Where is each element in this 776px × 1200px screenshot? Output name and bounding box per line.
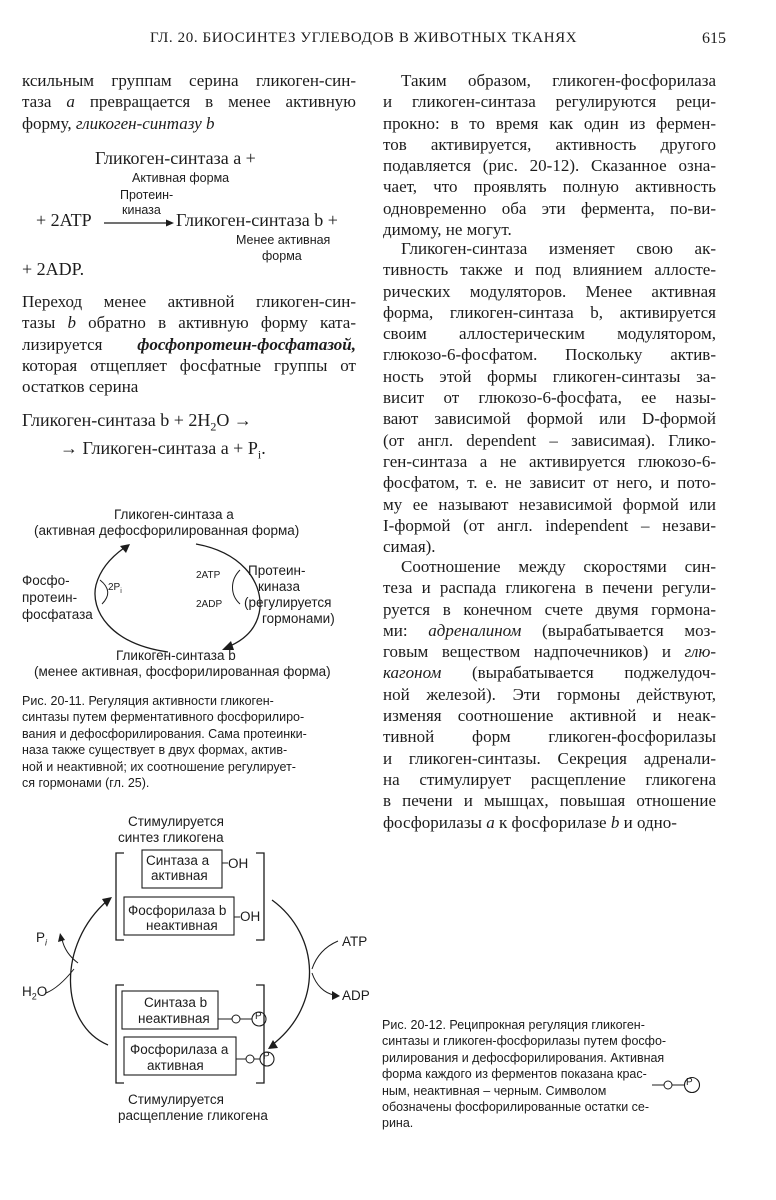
text-line: чает, что проявлять полную активность (383, 177, 716, 197)
caption-line: Рис. 20-12. Реципрокная регуляция гликоген- (382, 1018, 645, 1032)
text-line: на стимулирует расщепление гликогена (383, 769, 716, 789)
text-line: говым веществом надпочечников) и глю- (383, 642, 716, 662)
fig11-right-label-3: (регулируется (244, 595, 332, 610)
fig12-box2-line1: Фосфорилаза b (128, 903, 227, 918)
text-line: ми: адреналином (вырабатывается моз- (383, 620, 716, 640)
left-paragraph-2 (22, 291, 356, 397)
text-line: тивной форм гликоген-фосфорилазы (383, 727, 716, 747)
caption-line: синтазы и гликоген-фосфорилазы путем фосфо- (382, 1034, 667, 1049)
equation-1-sublabel: Активная форма (132, 171, 230, 185)
caption-line: форма каждого из ферментов показана крас- (382, 1067, 647, 1082)
text-line: подавляется (рис. 20-12). Сказанное озна- (383, 156, 716, 176)
caption-phosphate-p: P (686, 1077, 693, 1088)
fig12-box3-line2: неактивная (138, 1011, 210, 1026)
fig12-pi-label: $P_i$ (36, 930, 48, 948)
text-line: I-формой (от англ. independent – незави- (383, 515, 716, 535)
fig11-caption (22, 693, 307, 791)
fig12-h2o-label: $H_2O$ (22, 984, 48, 1002)
fig12-bottom-label-1: Стимулируется (128, 1092, 224, 1107)
fig12-box4-line1: Фосфорилаза a (130, 1042, 229, 1057)
text-line: тазы b обратно в активную форму ката- (22, 313, 356, 333)
fig11-right-label-2: киназа (258, 579, 300, 594)
caption-line: ной и неактивной; их соотношение регулирует- (22, 759, 296, 774)
text-line: одновременно оба эти фермента, по-ви- (383, 198, 716, 218)
caption-phosphate-symbol (652, 1076, 712, 1094)
fig11-adp: 2ADP (196, 599, 223, 610)
equation-2-line-1: Гликоген-синтаза $b + 2H_2O$ → (22, 410, 252, 434)
text-line: прокно: в то время как один из фермен- (383, 113, 716, 133)
caption-line: рина. (382, 1116, 414, 1131)
text-line: изменяя соотношение активной и неак- (383, 706, 716, 726)
fig12-bottom-label-2: расщепление гликогена (118, 1108, 268, 1123)
right-paragraph-2 (383, 238, 716, 557)
equation-1-enzyme-2: киназа (122, 203, 161, 217)
equation-1-arrow (104, 218, 174, 228)
text-line: которая отщепляет фосфатные группы от (22, 355, 356, 375)
fig11-right-label-4: гормонами) (262, 611, 335, 626)
text-line: Соотношение между скоростями син- (401, 557, 716, 576)
fig12-left-arrowhead (102, 897, 112, 907)
fig11-left-label-3: фосфатаза (22, 607, 93, 622)
page-number: 615 (702, 30, 726, 47)
equation-2-line-2: → Гликоген-синтаза $a + P_i$. (60, 438, 266, 462)
text-line: фосфорилазы a к фосфорилазе b и одно- (383, 812, 677, 832)
text-line: лизируется фосфопротеин-фосфатазой, (22, 334, 356, 354)
fig12-p-label-2: P (263, 1051, 270, 1062)
text-line: таза a превращается в менее активную (22, 92, 356, 112)
right-paragraph-1 (383, 70, 716, 240)
text-line: Гликоген-синтаза изменяет свою ак- (401, 239, 716, 258)
fig11-top-sublabel: (активная дефосфорилированная форма) (34, 523, 300, 538)
fig12-oh-2: OH (240, 909, 261, 924)
text-line: ген-синтаза a не активируется глюкозо-6- (383, 451, 716, 471)
equation-1-sub-2: форма (262, 249, 302, 263)
text-line: димому, не могут. (383, 220, 512, 240)
caption-line: ся гормонами (гл. 25). (22, 776, 150, 791)
fig11-right-label-1: Протеин- (248, 563, 306, 578)
fig11-pi: $2P_i$ (108, 582, 122, 595)
fig11-bottom-label: Гликоген-синтаза b (116, 648, 236, 663)
fig12-box3-line1: Синтаза b (144, 995, 208, 1010)
text-line: форму, гликоген-синтазу b (22, 113, 215, 133)
fig11-top-label: Гликоген-синтаза a (114, 507, 234, 522)
text-line: висит от глюкозо-6-фосфата, ее назы- (383, 388, 716, 408)
caption-line: обозначены фосфорилированные остатки се- (382, 1100, 650, 1115)
fig12-box4-line2: активная (147, 1058, 204, 1073)
text-line: ной железой). Эти гормоны действуют, (383, 684, 716, 704)
equation-1-sub-1: Менее активная (236, 233, 331, 247)
text-line: руется в конечном счете двумя гормона- (383, 599, 716, 619)
fig12-box2-line2: неактивная (146, 918, 218, 933)
text-line: глюкозо-6-фосфатом. Поскольку актив- (383, 345, 716, 365)
running-header-title: ГЛ. 20. БИОСИНТЕЗ УГЛЕВОДОВ В ЖИВОТНЫХ ТКАНЯХ (150, 30, 578, 46)
text-line: остатков серина (22, 377, 139, 397)
caption-line: наза также существует в двух формах, актив- (22, 743, 288, 758)
caption-line: ным, неактивная – черным. Символом (382, 1083, 607, 1098)
text-line: (от англ. dependent – зависимая). Глико- (383, 430, 716, 450)
fig11-left-label-2: протеин- (22, 590, 78, 605)
caption-line: синтазы путем ферментативного фосфорилиро- (22, 710, 305, 725)
text-line: в печени и мышцах, повышая отношение (383, 791, 716, 811)
fig12-atp-label: ATP (342, 934, 368, 949)
text-line: кагоном (вырабатывается поджелудоч- (383, 663, 716, 683)
text-line: вают зависимой формой или D-формой (383, 409, 716, 429)
caption-line: рилирования и дефосфорилирования. Активная (382, 1050, 665, 1065)
fig11-bottom-sublabel: (менее активная, фосфорилированная форма) (34, 664, 331, 679)
fig12-adp-arrowhead (332, 991, 340, 1000)
right-paragraph-3 (383, 556, 716, 833)
caption-line: вания и дефосфорилирования. Сама протеинки- (22, 726, 307, 741)
equation-1-line-3: + 2ADP. (22, 259, 85, 279)
text-line: форма, гликоген-синтаза b, активируется (383, 302, 716, 322)
fig11-atp: 2ATP (196, 570, 221, 581)
fig12-pi-arrowhead (58, 933, 65, 942)
text-line: и гликоген-синтазы. Секреция адренали- (383, 748, 716, 768)
text-line: теза и распада гликогена в печени регули- (383, 578, 716, 598)
text-line: тов активируется, активность другого (383, 134, 716, 154)
equation-1-left: + 2ATP (36, 210, 92, 230)
text-line: рических модуляторов. Менее активная (383, 281, 716, 301)
fig12-p-label-1: P (255, 1011, 262, 1022)
fig12-oh-1: OH (228, 856, 249, 871)
text-line: тивность также и под влиянием аллосте- (383, 260, 716, 280)
text-line: Переход менее активной гликоген-син- (22, 292, 356, 311)
text-line: симая). (383, 537, 436, 557)
text-line: ность этой формы гликоген-синтазы за- (383, 366, 716, 386)
text-line: ксильным группам серина гликоген-син- (22, 71, 356, 90)
text-line: фосфатом, т. е. не зависит от него, и пото- (383, 473, 716, 493)
equation-1-right: Гликоген-синтаза b + (176, 210, 338, 230)
caption-line: Рис. 20-11. Регуляция активности гликоген- (22, 694, 274, 708)
fig12-top-label-2: синтез гликогена (118, 830, 224, 845)
fig12-box1-line1: Синтаза a (146, 853, 210, 868)
text-line: своим аллостерическим модулятором, (383, 324, 716, 344)
left-paragraph-1 (22, 70, 356, 134)
fig11-left-label-1: Фосфо- (22, 573, 70, 588)
text-line: и гликоген-синтаза регулируются реци- (383, 92, 716, 112)
fig12-box1-line2: активная (151, 868, 208, 883)
text-line: му ее называют независимой формой или (383, 494, 716, 514)
equation-1-line-1: Гликоген-синтаза a + (95, 148, 256, 168)
fig12-caption (382, 1017, 666, 1132)
fig12-top-label-1: Стимулируется (128, 814, 224, 829)
text-line: Таким образом, гликоген-фосфорилаза (401, 71, 716, 90)
equation-1-enzyme-1: Протеин- (120, 188, 174, 202)
fig11-left-arrowhead (120, 544, 130, 553)
fig12-adp-label: ADP (342, 988, 370, 1003)
